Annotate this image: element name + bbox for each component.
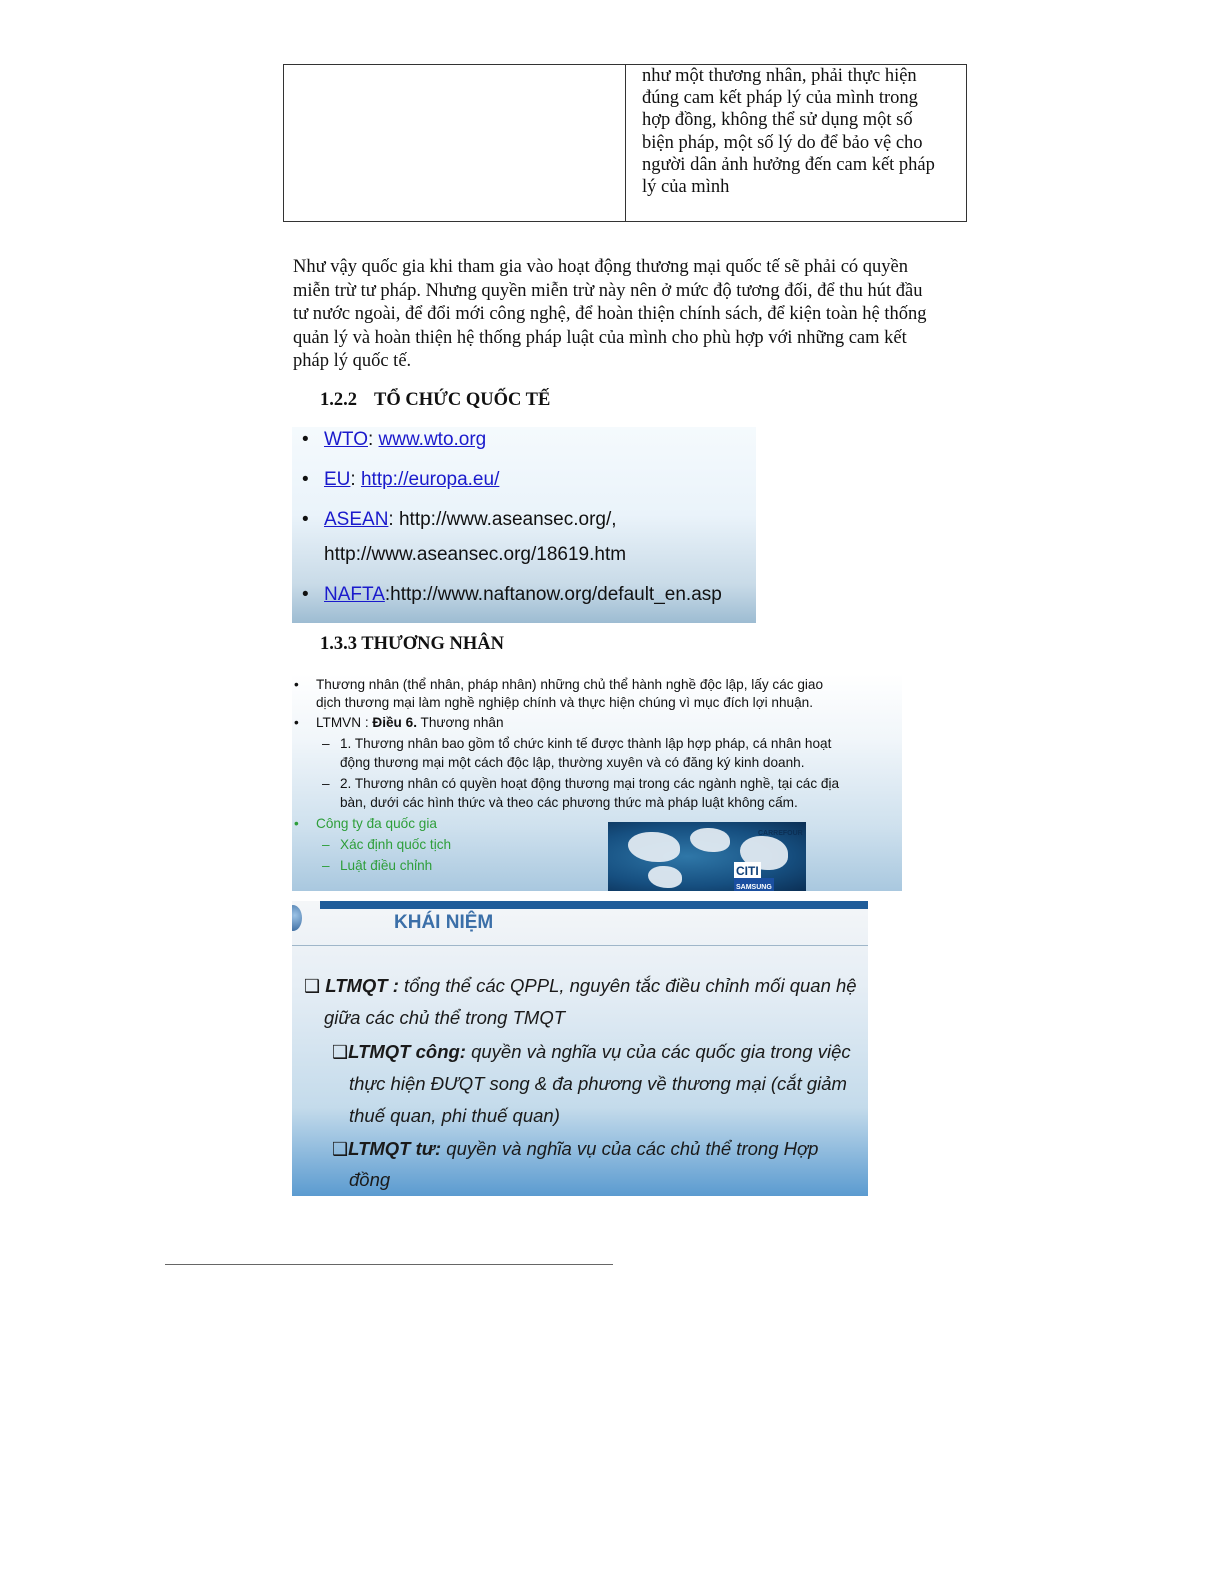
bullet: • (302, 584, 309, 605)
table-column-divider (625, 64, 626, 222)
dash: – (322, 858, 330, 873)
org-sep: : (350, 469, 361, 490)
merchant-line-green: Luật điều chỉnh (340, 858, 433, 873)
merchant-line: động thương mại một cách độc lập, thường xuyên và có đăng ký kinh doanh. (340, 755, 805, 770)
ltmvn-suffix: Thương nhân (416, 715, 504, 730)
checkbox-icon: ❑ (332, 1042, 349, 1062)
concept-definition: quyền và nghĩa vụ của các chủ thể trong Hợp (441, 1138, 819, 1159)
dash: – (322, 837, 330, 852)
slide-merchant (292, 674, 902, 891)
checkbox-icon: ❑ (332, 1139, 349, 1159)
map-logo: CITI (734, 862, 761, 882)
ltmvn-article: Điều 6. (372, 715, 417, 730)
dash: – (322, 776, 330, 791)
table-line: người dân ảnh hưởng đến cam kết pháp (642, 154, 935, 175)
table-line: hợp đồng, không thể sử dụng một số (642, 110, 913, 131)
paragraph-line: pháp lý quốc tế. (293, 351, 412, 372)
org-url-link[interactable]: http://europa.eu/ (360, 469, 500, 490)
org-name-link[interactable]: NAFTA (324, 584, 385, 605)
org-item-asean (302, 509, 617, 531)
table-line: lý của mình (642, 177, 730, 198)
paragraph-line: tư nước ngoài, để đổi mới công nghệ, để hoàn thiện chính sách, để kiện toàn hệ thống (293, 304, 927, 325)
dash: – (322, 736, 330, 751)
org-item-asean-url-2: http://www.aseansec.org/18619.htm (324, 544, 627, 565)
map-logo: SAMSUNG (734, 878, 774, 891)
merchant-line: Thương nhân (thể nhân, pháp nhân) những chủ thể hành nghề độc lập, lấy các giao (316, 677, 824, 692)
table-line: như một thương nhân, phải thực hiện (642, 66, 917, 86)
table-line: đúng cam kết pháp lý của mình trong (642, 88, 918, 109)
map-landmass (628, 832, 680, 862)
org-name-link[interactable]: WTO (324, 429, 368, 450)
org-item-nafta (302, 584, 722, 606)
merchant-line: 1. Thương nhân bao gồm tổ chức kinh tế được thành lập hợp pháp, cá nhân hoạt (340, 736, 832, 751)
concept-line: đồng (349, 1169, 391, 1190)
bullet: • (302, 469, 309, 490)
concept-definition: quyền và nghĩa vụ của các quốc gia trong việc (465, 1041, 851, 1062)
concept-line (332, 1041, 851, 1063)
section-heading-1-2-2 (320, 390, 550, 411)
bullet: • (294, 715, 299, 730)
concept-line: giữa các chủ thể trong TMQT (324, 1007, 566, 1028)
merchant-line-ltmvn (316, 713, 504, 733)
concept-line (332, 1138, 818, 1160)
concept-definition: tổng thể các QPPL, nguyên tắc điều chỉnh mối quan hệ (398, 975, 857, 996)
paragraph-line: miễn trừ tư pháp. Nhưng quyền miễn trừ này nên ở mức độ tương đối, để thu hút đầu (293, 280, 923, 301)
concept-line: thuế quan, phi thuế quan) (349, 1105, 560, 1126)
org-item-wto (302, 429, 486, 451)
table-line: biện pháp, một số lý do để bảo vệ cho (642, 132, 923, 153)
map-logo: CARREFOUR (758, 830, 803, 837)
slide-title: KHÁI NIỆM (394, 912, 494, 933)
concept-line (304, 975, 857, 997)
org-sep: : (367, 429, 379, 450)
section-heading-1-3-3: 1.3.3 THƯƠNG NHÂN (320, 634, 504, 654)
ltmvn-prefix: LTMVN : (316, 715, 373, 730)
concept-line: thực hiện ĐƯQT song & đa phương về thương mại (cắt giảm (349, 1073, 847, 1094)
body-paragraph (293, 256, 973, 374)
merchant-line-green: Công ty đa quốc gia (316, 816, 437, 831)
org-sep: : (388, 509, 399, 530)
merchant-line: bàn, dưới các hình thức và theo các phương thức mà pháp luật không cấm. (340, 795, 798, 810)
slide-organizations (292, 427, 756, 623)
paragraph-line: Như vậy quốc gia khi tham gia vào hoạt động thương mại quốc tế sẽ phải có quyền (293, 257, 909, 277)
org-item-eu (302, 469, 499, 491)
org-name-link[interactable]: ASEAN (324, 509, 389, 530)
merchant-line: 2. Thương nhân có quyền hoạt động thương mại trong các ngành nghề, tại các địa (340, 776, 840, 791)
org-sep: : (384, 584, 391, 605)
bullet: • (302, 509, 309, 530)
merchant-line-green: Xác định quốc tịch (340, 837, 452, 852)
paragraph-line: quản lý và hoàn thiện hệ thống pháp luật của mình cho phù hợp với những cam kết (293, 327, 907, 348)
merchant-line: dịch thương mại làm nghề nghiệp chính và thực hiện chúng vì mục đích lợi nhuận. (316, 695, 813, 710)
bullet: • (294, 677, 299, 692)
footnote-separator (165, 1264, 613, 1265)
concept-term: LTMQT : (325, 975, 399, 996)
org-url: http://www.aseansec.org/, (398, 509, 617, 530)
org-url-link[interactable]: www.wto.org (378, 429, 487, 450)
world-brands-map-image (608, 822, 806, 891)
table-right-cell (642, 65, 962, 198)
section-title: TỔ CHỨC QUỐC TẾ (374, 390, 551, 410)
org-name-link[interactable]: EU (324, 469, 351, 490)
section-number: 1.2.2 (320, 390, 357, 410)
bullet: • (302, 429, 309, 450)
concept-term: LTMQT tư: (348, 1138, 442, 1159)
map-landmass (690, 828, 730, 852)
map-landmass (648, 866, 682, 888)
slide-title-band (320, 901, 868, 909)
org-url: http://www.naftanow.org/default_en.asp (390, 584, 722, 605)
bullet: • (294, 816, 299, 831)
checkbox-icon: ❑ (304, 976, 321, 996)
concept-term: LTMQT công: (348, 1041, 466, 1062)
slide-concept (292, 901, 868, 1196)
